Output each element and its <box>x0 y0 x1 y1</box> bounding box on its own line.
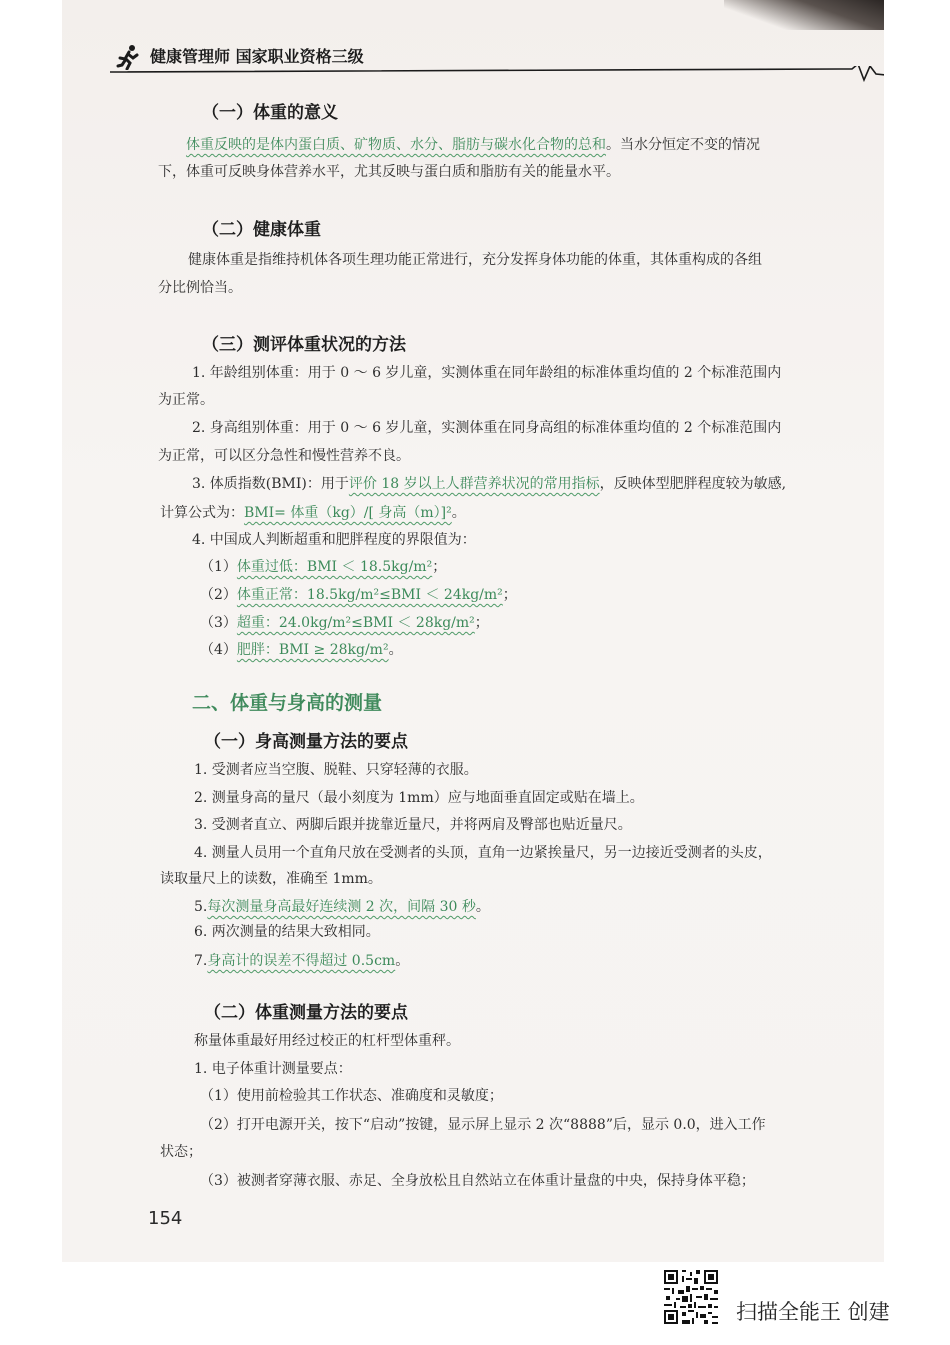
section-heading: （一）身高测量方法的要点 <box>204 732 408 752</box>
bmi-criterion: （2）体重正常：18.5kg/m²≤BMI ＜ 24kg/m²； <box>200 587 517 603</box>
list-item: 1. 年龄组别体重：用于 0 ～ 6 岁儿童，实测体重在同年龄组的标准体重均值的 2 个标准范围内 <box>192 365 782 381</box>
bmi-criterion: （4）肥胖：BMI ≥ 28kg/m²。 <box>200 642 403 658</box>
section-heading: （二）体重测量方法的要点 <box>204 1003 408 1023</box>
list-item: 7.身高计的误差不得超过 0.5cm。 <box>194 953 410 969</box>
list-item-continued: 读取量尺上的读数，准确至 1mm。 <box>160 871 382 887</box>
highlighted-text: 每次测量身高最好连续测 2 次，间隔 30 秒 <box>207 899 476 915</box>
bmi-criterion: （3）超重：24.0kg/m²≤BMI ＜ 28kg/m²； <box>200 615 489 631</box>
list-item-continued: 为正常，可以区分急性和慢性营养不良。 <box>158 448 410 464</box>
list-item: （3）被测者穿薄衣服、赤足、全身放松且自然站立在体重计量盘的中央，保持身体平稳； <box>200 1173 755 1189</box>
list-item: 2. 身高组别体重：用于 0 ～ 6 岁儿童，实测体重在同身高组的标准体重均值的 2 个标准范围内 <box>192 420 782 436</box>
list-item-continued: 为正常。 <box>158 392 214 408</box>
paragraph-line: 称量体重最好用经过校正的杠杆型体重秤。 <box>194 1033 460 1049</box>
list-item: 5.每次测量身高最好连续测 2 次，间隔 30 秒。 <box>194 899 490 915</box>
list-item: 2. 测量身高的量尺（最小刻度为 1mm）应与地面垂直固定或贴在墙上。 <box>194 790 644 806</box>
qr-code-icon <box>664 1270 718 1324</box>
paragraph-line: 分比例恰当。 <box>158 280 242 296</box>
list-item: 6. 两次测量的结果大致相同。 <box>194 924 380 940</box>
section-heading: （一）体重的意义 <box>202 103 338 123</box>
list-item: 4. 中国成人判断超重和肥胖程度的界限值为： <box>192 532 476 548</box>
paragraph-line: 下，体重可反映身体营养水平，尤其反映与蛋白质和脂肪有关的能量水平。 <box>158 164 620 180</box>
running-header <box>110 38 884 72</box>
bmi-criterion: （1）体重过低：BMI ＜ 18.5kg/m²； <box>200 559 447 575</box>
chapter-heading: 二、体重与身高的测量 <box>192 692 383 714</box>
list-item-continued: 状态； <box>160 1144 202 1160</box>
highlighted-text: 评价 18 岁以上人群营养状况的常用指标 <box>348 476 600 492</box>
scanner-watermark: 扫描全能王 创建 <box>736 1300 890 1324</box>
header-title: 健康管理师 国家职业资格三级 <box>150 47 364 66</box>
formula-line: 计算公式为：BMI= 体重（kg）/[ 身高（m）]²。 <box>160 505 466 521</box>
highlighted-text: 身高计的误差不得超过 0.5cm <box>207 953 396 969</box>
list-item: （2）打开电源开关，按下“启动”按键，显示屏上显示 2 次“8888”后，显示 0.0，进入工作 <box>200 1117 766 1133</box>
list-item: 3. 受测者直立、两脚后跟并拢靠近量尺，并将两肩及臀部也贴近量尺。 <box>194 817 632 833</box>
list-item: 1. 受测者应当空腹、脱鞋、只穿轻薄的衣服。 <box>194 762 478 778</box>
paragraph-line: 健康体重是指维持机体各项生理功能正常进行，充分发挥身体功能的体重，其体重构成的各组 <box>188 252 762 268</box>
page-corner-shadow <box>724 0 884 30</box>
section-heading: （三）测评体重状况的方法 <box>202 335 406 355</box>
list-item: 3. 体质指数(BMI)：用于评价 18 岁以上人群营养状况的常用指标，反映体型肥胖程度较为敏感, <box>192 476 787 492</box>
page-number: 154 <box>148 1208 183 1229</box>
scanned-page <box>62 0 884 1262</box>
list-item: 4. 测量人员用一个直角尺放在受测者的头顶，直角一边紧挨量尺，另一边接近受测者的头皮， <box>194 845 772 861</box>
paragraph-line: 体重反映的是体内蛋白质、矿物质、水分、脂肪与碳水化合物的总和。当水分恒定不变的情况 <box>186 137 760 153</box>
bmi-formula: BMI= 体重（kg）/[ 身高（m）]² <box>244 505 452 521</box>
list-item: （1）使用前检验其工作状态、准确度和灵敏度； <box>200 1088 503 1104</box>
highlighted-text: 体重反映的是体内蛋白质、矿物质、水分、脂肪与碳水化合物的总和 <box>186 137 606 153</box>
header-rule <box>110 66 884 86</box>
section-heading: （二）健康体重 <box>202 220 321 240</box>
list-item: 1. 电子体重计测量要点： <box>194 1061 352 1077</box>
